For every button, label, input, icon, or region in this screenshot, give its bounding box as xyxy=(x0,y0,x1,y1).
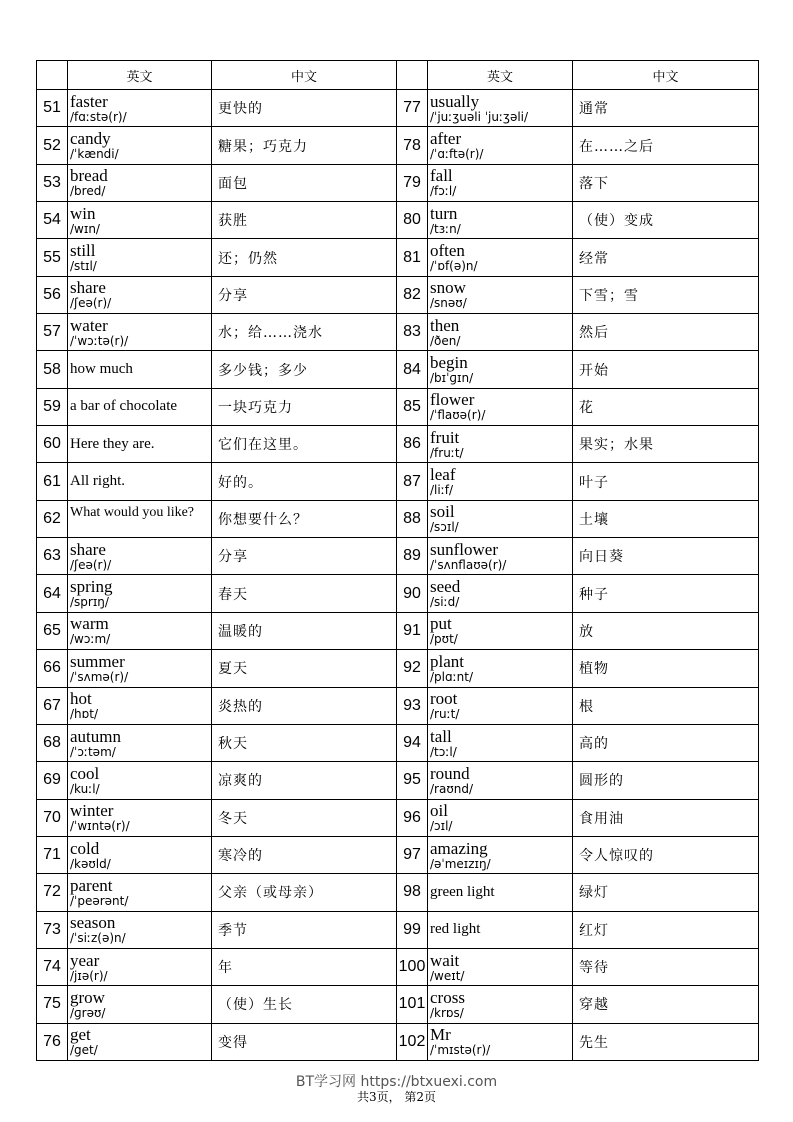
entry-number: 84 xyxy=(397,351,428,388)
english-phrase: All right. xyxy=(70,473,125,490)
chinese-meaning: 植物 xyxy=(573,650,759,687)
english-cell xyxy=(428,426,573,463)
table-row xyxy=(37,202,759,239)
table-row xyxy=(37,836,759,873)
phonetic-transcription: /fɔːl/ xyxy=(430,184,457,199)
table-row xyxy=(37,500,759,537)
entry-number: 75 xyxy=(37,986,68,1023)
english-word: turn xyxy=(430,203,458,223)
phonetic-transcription: /ˈsiːz(ə)n/ xyxy=(70,931,126,946)
table-row xyxy=(37,426,759,463)
chinese-meaning: 红灯 xyxy=(573,911,759,948)
english-cell xyxy=(428,202,573,239)
entry-number: 70 xyxy=(37,799,68,836)
english-word: parent xyxy=(70,875,113,895)
entry-number: 56 xyxy=(37,276,68,313)
header-english-left: 英文 xyxy=(68,61,212,90)
english-word: faster xyxy=(70,91,108,111)
phonetic-transcription: /bɪˈɡɪn/ xyxy=(430,371,474,386)
chinese-meaning: 开始 xyxy=(573,351,759,388)
table-row xyxy=(37,538,759,575)
chinese-meaning: 还；仍然 xyxy=(212,239,397,276)
english-phrase: red light xyxy=(430,921,481,938)
table-row xyxy=(37,351,759,388)
entry-number: 68 xyxy=(37,724,68,761)
chinese-meaning: 高的 xyxy=(573,724,759,761)
entry-number: 79 xyxy=(397,164,428,201)
chinese-meaning: 一块巧克力 xyxy=(212,388,397,425)
english-cell xyxy=(428,874,573,911)
english-cell xyxy=(68,463,212,500)
english-word: Mr xyxy=(430,1025,451,1045)
english-word: season xyxy=(70,913,116,933)
table-header-row xyxy=(37,61,759,90)
chinese-meaning: 在……之后 xyxy=(573,127,759,164)
chinese-meaning: 凉爽的 xyxy=(212,762,397,799)
chinese-meaning: 向日葵 xyxy=(573,538,759,575)
phonetic-transcription: /fruːt/ xyxy=(430,445,464,460)
phonetic-transcription: /əˈmeɪzɪŋ/ xyxy=(430,856,491,871)
chinese-meaning: （使）生长 xyxy=(212,986,397,1023)
entry-number: 92 xyxy=(397,650,428,687)
english-word: winter xyxy=(70,801,114,821)
english-phrase: What would you like? xyxy=(70,505,195,521)
chinese-meaning: 炎热的 xyxy=(212,687,397,724)
chinese-meaning: 种子 xyxy=(573,575,759,612)
english-cell xyxy=(68,202,212,239)
entry-number: 89 xyxy=(397,538,428,575)
chinese-meaning: 它们在这里。 xyxy=(212,426,397,463)
chinese-meaning: 落下 xyxy=(573,164,759,201)
table-row xyxy=(37,911,759,948)
entry-number: 53 xyxy=(37,164,68,201)
chinese-meaning: 通常 xyxy=(573,90,759,127)
chinese-meaning: 土壤 xyxy=(573,500,759,537)
english-word: summer xyxy=(70,651,125,671)
english-cell xyxy=(428,762,573,799)
english-cell xyxy=(428,351,573,388)
english-word: round xyxy=(430,763,470,783)
english-cell xyxy=(428,164,573,201)
phonetic-transcription: /fɑːstə(r)/ xyxy=(70,109,127,124)
entry-number: 78 xyxy=(397,127,428,164)
english-cell xyxy=(428,799,573,836)
english-cell xyxy=(68,127,212,164)
entry-number: 67 xyxy=(37,687,68,724)
entry-number: 60 xyxy=(37,426,68,463)
entry-number: 58 xyxy=(37,351,68,388)
english-cell xyxy=(68,538,212,575)
phonetic-transcription: /krɒs/ xyxy=(430,1005,464,1020)
english-word: snow xyxy=(430,278,466,298)
english-cell xyxy=(428,986,573,1023)
chinese-meaning: 多少钱；多少 xyxy=(212,351,397,388)
phonetic-transcription: /tɔːl/ xyxy=(430,744,457,759)
english-cell xyxy=(428,388,573,425)
table-row xyxy=(37,687,759,724)
phonetic-transcription: /plɑːnt/ xyxy=(430,669,474,684)
entry-number: 65 xyxy=(37,612,68,649)
english-cell xyxy=(428,239,573,276)
header-num-left xyxy=(37,61,68,90)
english-phrase: how much xyxy=(70,361,133,378)
entry-number: 86 xyxy=(397,426,428,463)
english-cell xyxy=(68,612,212,649)
english-word: oil xyxy=(430,801,448,821)
phonetic-transcription: /ɡrəʊ/ xyxy=(70,1005,106,1020)
header-chinese-right: 中文 xyxy=(573,61,759,90)
phonetic-transcription: /bred/ xyxy=(70,184,106,199)
phonetic-transcription: /ˈsʌnflaʊə(r)/ xyxy=(430,557,507,572)
english-cell xyxy=(428,314,573,351)
chinese-meaning: 变得 xyxy=(212,1023,397,1060)
chinese-meaning: 温暖的 xyxy=(212,612,397,649)
english-cell xyxy=(68,799,212,836)
english-word: wait xyxy=(430,950,460,970)
chinese-meaning: 令人惊叹的 xyxy=(573,836,759,873)
chinese-meaning: 父亲（或母亲） xyxy=(212,874,397,911)
entry-number: 83 xyxy=(397,314,428,351)
english-cell xyxy=(68,724,212,761)
english-word: spring xyxy=(70,577,113,597)
table-row xyxy=(37,164,759,201)
english-cell xyxy=(68,500,212,537)
english-word: autumn xyxy=(70,726,121,746)
entry-number: 77 xyxy=(397,90,428,127)
entry-number: 57 xyxy=(37,314,68,351)
chinese-meaning: 面包 xyxy=(212,164,397,201)
chinese-meaning: 季节 xyxy=(212,911,397,948)
english-cell xyxy=(68,911,212,948)
chinese-meaning: 穿越 xyxy=(573,986,759,1023)
english-cell xyxy=(68,948,212,985)
chinese-meaning: 下雪；雪 xyxy=(573,276,759,313)
table-row xyxy=(37,724,759,761)
entry-number: 74 xyxy=(37,948,68,985)
english-word: warm xyxy=(70,614,109,634)
phonetic-transcription: /ɔɪl/ xyxy=(430,819,453,834)
entry-number: 55 xyxy=(37,239,68,276)
entry-number: 87 xyxy=(397,463,428,500)
phonetic-transcription: /hɒt/ xyxy=(70,707,99,722)
entry-number: 100 xyxy=(397,948,428,985)
entry-number: 69 xyxy=(37,762,68,799)
chinese-meaning: 水；给……浇水 xyxy=(212,314,397,351)
english-word: hot xyxy=(70,689,92,709)
entry-number: 101 xyxy=(397,986,428,1023)
english-word: plant xyxy=(430,651,464,671)
english-cell xyxy=(428,463,573,500)
phonetic-transcription: /ˈɒf(ə)n/ xyxy=(430,259,478,274)
english-word: grow xyxy=(70,987,105,1007)
english-word: fall xyxy=(430,166,453,186)
phonetic-transcription: /ˈflaʊə(r)/ xyxy=(430,408,486,423)
entry-number: 94 xyxy=(397,724,428,761)
chinese-meaning: 果实；水果 xyxy=(573,426,759,463)
phonetic-transcription: /ˈwɪntə(r)/ xyxy=(70,819,130,834)
phonetic-transcription: /weɪt/ xyxy=(430,968,465,983)
chinese-meaning: 放 xyxy=(573,612,759,649)
english-word: after xyxy=(430,129,462,149)
english-word: win xyxy=(70,203,96,223)
phonetic-transcription: /siːd/ xyxy=(430,595,460,610)
english-cell xyxy=(68,90,212,127)
table-row xyxy=(37,986,759,1023)
english-cell xyxy=(428,538,573,575)
english-word: leaf xyxy=(430,465,456,485)
english-cell xyxy=(428,90,573,127)
english-cell xyxy=(68,388,212,425)
english-word: tall xyxy=(430,726,452,746)
phonetic-transcription: /ˈsʌmə(r)/ xyxy=(70,669,129,684)
entry-number: 80 xyxy=(397,202,428,239)
phonetic-transcription: /ˈkændi/ xyxy=(70,147,119,162)
english-cell xyxy=(68,164,212,201)
chinese-meaning: 寒冷的 xyxy=(212,836,397,873)
entry-number: 62 xyxy=(37,500,68,537)
english-word: soil xyxy=(430,502,455,522)
chinese-meaning: 秋天 xyxy=(212,724,397,761)
header-english-right: 英文 xyxy=(428,61,573,90)
english-cell xyxy=(68,1023,212,1060)
english-word: still xyxy=(70,241,96,261)
entry-number: 59 xyxy=(37,388,68,425)
english-cell xyxy=(68,650,212,687)
table-row xyxy=(37,948,759,985)
chinese-meaning: 你想要什么？ xyxy=(212,500,397,537)
phonetic-transcription: /ˈpeərənt/ xyxy=(70,893,129,908)
english-cell xyxy=(68,874,212,911)
phonetic-transcription: /ˈɑːftə(r)/ xyxy=(430,147,484,162)
english-word: bread xyxy=(70,166,108,186)
entry-number: 63 xyxy=(37,538,68,575)
english-word: get xyxy=(70,1025,91,1045)
chinese-meaning: 根 xyxy=(573,687,759,724)
english-phrase: green light xyxy=(430,883,495,900)
english-cell xyxy=(428,1023,573,1060)
english-cell xyxy=(68,762,212,799)
phonetic-transcription: /sprɪŋ/ xyxy=(70,595,109,610)
entry-number: 81 xyxy=(397,239,428,276)
chinese-meaning: 叶子 xyxy=(573,463,759,500)
phonetic-transcription: /ʃeə(r)/ xyxy=(70,557,112,572)
english-cell xyxy=(68,836,212,873)
table-row xyxy=(37,463,759,500)
entry-number: 95 xyxy=(397,762,428,799)
english-cell xyxy=(68,239,212,276)
entry-number: 66 xyxy=(37,650,68,687)
phonetic-transcription: /tɜːn/ xyxy=(430,221,461,236)
english-word: fruit xyxy=(430,427,460,447)
chinese-meaning: 等待 xyxy=(573,948,759,985)
entry-number: 96 xyxy=(397,799,428,836)
vocabulary-table xyxy=(36,60,759,1061)
phonetic-transcription: /stɪl/ xyxy=(70,259,97,274)
chinese-meaning: 然后 xyxy=(573,314,759,351)
english-word: flower xyxy=(430,390,475,410)
chinese-meaning: 好的。 xyxy=(212,463,397,500)
table-row xyxy=(37,388,759,425)
phonetic-transcription: /kəʊld/ xyxy=(70,856,111,871)
chinese-meaning: 夏天 xyxy=(212,650,397,687)
entry-number: 97 xyxy=(397,836,428,873)
phonetic-transcription: /jɪə(r)/ xyxy=(70,968,108,983)
entry-number: 51 xyxy=(37,90,68,127)
english-cell xyxy=(428,500,573,537)
phonetic-transcription: /ˈmɪstə(r)/ xyxy=(430,1043,491,1058)
english-cell xyxy=(428,575,573,612)
chinese-meaning: 糖果；巧克力 xyxy=(212,127,397,164)
english-word: year xyxy=(70,950,100,970)
phonetic-transcription: /ruːt/ xyxy=(430,707,460,722)
header-num-right xyxy=(397,61,428,90)
english-word: share xyxy=(70,278,106,298)
entry-number: 93 xyxy=(397,687,428,724)
english-cell xyxy=(68,426,212,463)
english-word: sunflower xyxy=(430,539,498,559)
phonetic-transcription: /ˈjuːʒuəli ˈjuːʒəli/ xyxy=(430,109,529,124)
entry-number: 99 xyxy=(397,911,428,948)
entry-number: 91 xyxy=(397,612,428,649)
chinese-meaning: 获胜 xyxy=(212,202,397,239)
english-cell xyxy=(428,650,573,687)
entry-number: 52 xyxy=(37,127,68,164)
entry-number: 90 xyxy=(397,575,428,612)
chinese-meaning: 分享 xyxy=(212,276,397,313)
entry-number: 54 xyxy=(37,202,68,239)
table-row xyxy=(37,575,759,612)
chinese-meaning: 春天 xyxy=(212,575,397,612)
chinese-meaning: 冬天 xyxy=(212,799,397,836)
table-row xyxy=(37,762,759,799)
phonetic-transcription: /liːf/ xyxy=(430,483,454,498)
english-cell xyxy=(68,986,212,1023)
table-row xyxy=(37,650,759,687)
english-word: water xyxy=(70,315,108,335)
english-cell xyxy=(68,351,212,388)
english-cell xyxy=(428,276,573,313)
table-row xyxy=(37,1023,759,1060)
phonetic-transcription: /ˈwɔːtə(r)/ xyxy=(70,333,129,348)
entry-number: 73 xyxy=(37,911,68,948)
english-cell xyxy=(68,687,212,724)
phonetic-transcription: /get/ xyxy=(70,1043,98,1058)
chinese-meaning: 花 xyxy=(573,388,759,425)
table-row xyxy=(37,276,759,313)
english-cell xyxy=(428,724,573,761)
entry-number: 85 xyxy=(397,388,428,425)
table-row xyxy=(37,612,759,649)
english-word: cool xyxy=(70,763,100,783)
chinese-meaning: 先生 xyxy=(573,1023,759,1060)
phonetic-transcription: /pʊt/ xyxy=(430,632,458,647)
english-cell xyxy=(428,687,573,724)
chinese-meaning: 分享 xyxy=(212,538,397,575)
english-word: share xyxy=(70,539,106,559)
phonetic-transcription: /raʊnd/ xyxy=(430,781,474,796)
chinese-meaning: 更快的 xyxy=(212,90,397,127)
table-row xyxy=(37,239,759,276)
phonetic-transcription: /wɪn/ xyxy=(70,221,100,236)
entry-number: 71 xyxy=(37,836,68,873)
english-word: amazing xyxy=(430,838,488,858)
english-word: begin xyxy=(430,353,468,373)
chinese-meaning: 绿灯 xyxy=(573,874,759,911)
footer-page-number: 共3页， 第2页 xyxy=(356,1090,437,1104)
english-cell xyxy=(68,575,212,612)
entry-number: 88 xyxy=(397,500,428,537)
header-chinese-left: 中文 xyxy=(212,61,397,90)
chinese-meaning: （使）变成 xyxy=(573,202,759,239)
english-cell xyxy=(68,276,212,313)
english-cell xyxy=(428,948,573,985)
english-cell xyxy=(428,911,573,948)
english-word: seed xyxy=(430,577,461,597)
phonetic-transcription: /wɔːm/ xyxy=(70,632,111,647)
table-row xyxy=(37,127,759,164)
english-cell xyxy=(428,127,573,164)
chinese-meaning: 食用油 xyxy=(573,799,759,836)
chinese-meaning: 圆形的 xyxy=(573,762,759,799)
footer-site: BT学习网 https://btxuexi.com xyxy=(295,1074,498,1090)
english-phrase: a bar of chocolate xyxy=(70,398,178,415)
english-phrase: Here they are. xyxy=(70,435,155,452)
phonetic-transcription: /ˈɔːtəm/ xyxy=(70,744,116,759)
table-row xyxy=(37,874,759,911)
table-row xyxy=(37,90,759,127)
phonetic-transcription: /sɔɪl/ xyxy=(430,520,459,535)
table-row xyxy=(37,314,759,351)
entry-number: 98 xyxy=(397,874,428,911)
english-word: often xyxy=(430,241,465,261)
english-word: cold xyxy=(70,838,100,858)
english-word: cross xyxy=(430,987,465,1007)
english-cell xyxy=(428,612,573,649)
phonetic-transcription: /kuːl/ xyxy=(70,781,100,796)
english-word: put xyxy=(430,614,452,634)
english-word: then xyxy=(430,315,460,335)
english-cell xyxy=(428,836,573,873)
phonetic-transcription: /ðen/ xyxy=(430,333,461,348)
table-row xyxy=(37,799,759,836)
entry-number: 61 xyxy=(37,463,68,500)
english-word: candy xyxy=(70,129,111,149)
chinese-meaning: 经常 xyxy=(573,239,759,276)
phonetic-transcription: /snəʊ/ xyxy=(430,296,467,311)
english-word: usually xyxy=(430,91,480,111)
english-cell xyxy=(68,314,212,351)
phonetic-transcription: /ʃeə(r)/ xyxy=(70,296,112,311)
entry-number: 72 xyxy=(37,874,68,911)
chinese-meaning: 年 xyxy=(212,948,397,985)
entry-number: 64 xyxy=(37,575,68,612)
entry-number: 82 xyxy=(397,276,428,313)
entry-number: 102 xyxy=(397,1023,428,1060)
english-word: root xyxy=(430,689,458,709)
entry-number: 76 xyxy=(37,1023,68,1060)
